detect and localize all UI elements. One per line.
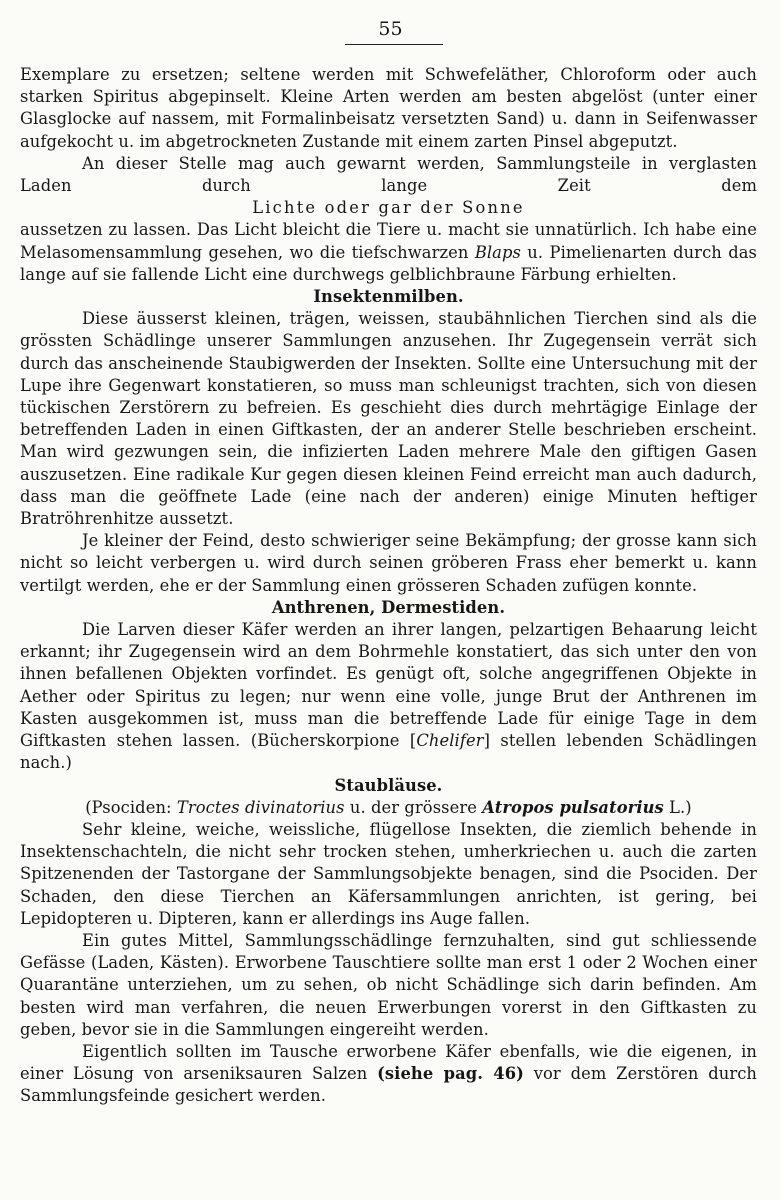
paragraph-2-intro: An dieser Stelle mag auch gewarnt werden, Sammlungsteile in verglasten Laden durch lange Zeit dem	[20, 153, 757, 196]
paragraph-5-text-a: Die Larven dieser Käfer werden an ihrer langen, pelzartigen Behaarung leicht erkannt; ihr Zugegensein wird an dem Bohrmehle konstatiert, das sich unter den von ihnen befallenen Objekten vorfindet. Es genügt oft, solche angegriffenen Objekte in Aether oder Spiritus zu legen; nur wenn eine volle, junge Brut der Anthrenen im Kasten ausgekommen ist, muss man die betreffende Lade für einige Tage in dem Giftkasten stehen lassen. (Bücherskorpione [	[20, 620, 757, 751]
paragraph-8	[20, 1041, 757, 1108]
heading-insektenmilben: Insektenmilben.	[313, 287, 464, 307]
heading-anthrenen: Anthrenen, Dermestiden.	[271, 597, 506, 617]
paragraph-2-text-b: u. Pimelienarten durch das lange auf sie fallende Licht eine durchwegs gelblichbraune Färbung erhielten.	[20, 242, 757, 284]
paragraph-8-text-a: Eigentlich sollten im Tausche erworbene Käfer ebenfalls, wie die eigenen, in einer Lösung von arseniksauren Salzen	[20, 1041, 757, 1084]
paragraph-2-emphasis: Lichte oder gar der Sonne	[252, 198, 525, 218]
page-number-rule	[345, 44, 443, 45]
paragraph-5	[20, 619, 757, 774]
paragraph-2-text-a: aussetzen zu lassen. Das Licht bleicht die Tiere u. macht sie unnatürlich. Ich habe eine Melasomensammlung gesehen, wo die tiefschwarzen	[20, 220, 757, 262]
paragraph-2-continuation	[20, 219, 757, 286]
heading-staublaeuse: Staubläuse.	[334, 775, 443, 795]
paragraph-2-italic-genus: Blaps	[474, 242, 521, 262]
paragraph-7: Ein gutes Mittel, Sammlungsschädlinge fernzuhalten, sind gut schliessende Gefässe (Laden, Kästen). Erworbene Tauschtiere sollte man erst 1 oder 2 Wochen einer Quarantäne unterziehen, um zu sehen, ob nicht Schädlinge sich darin befinden. Am besten wird man verfahren, die neuen Erwerbungen vorerst in den Giftkasten zu geben, bevor sie in die Sammlungen eingereiht werden.	[20, 930, 757, 1039]
subheading-italic-species-1: Troctes divinatorius	[176, 797, 345, 817]
paragraph-8-text-b: vor dem Zerstören durch Sammlungsfeinde gesichert werden.	[20, 1064, 758, 1106]
paragraph-8-bold-reference: (siehe pag. 46)	[377, 1064, 524, 1084]
paragraph-5-italic-genus: Chelifer	[416, 731, 484, 751]
subheading-psociden	[20, 797, 757, 819]
subheading-text-c: L.)	[663, 797, 692, 817]
body-text	[20, 64, 757, 1108]
paragraph-5-text-b: ] stellen lebenden Schädlingen nach.)	[20, 731, 757, 773]
subheading-text-b: u. der grössere	[344, 797, 483, 817]
page-number: 55	[378, 18, 403, 40]
paragraph-6: Sehr kleine, weiche, weissliche, flügellose Insekten, die ziemlich behende in Insektenschachteln, die nicht sehr trocken stehen, umherkriechen u. auch die zarten Spitzenenden der Tastorgane der Sammlungsobjekte benagen, sind die Psociden. Der Schaden, den diese Tierchen an Käfersammlungen anrichten, ist gering, bei Lepidopteren u. Dipteren, kann er allerdings ins Auge fallen.	[20, 819, 757, 928]
paragraph-3: Diese äusserst kleinen, trägen, weissen, staubähnlichen Tierchen sind als die grössten Schädlinge unserer Sammlungen anzusehen. Ihr Zugegensein verrät sich durch das anscheinende Staubigwerden der Insekten. Sollte eine Untersuchung mit der Lupe ihre Gegenwart konstatieren, so muss man schleunigst trachten, sich von diesen tückischen Zerstörern zu befreien. Es geschieht dies durch mehrtägige Einlage der betreffenden Laden in einen Giftkasten, der an anderer Stelle beschrieben erscheint. Man wird gezwungen sein, die infizierten Laden mehrere Male den giftigen Gasen auszusetzen. Eine radikale Kur gegen diesen kleinen Feind erreicht man auch dadurch, dass man die geöffnete Lade (eine nach der anderen) einige Minuten heftiger Bratröhrenhitze aussetzt.	[20, 309, 757, 529]
subheading-text-a: (Psociden:	[85, 797, 177, 817]
paragraph-4: Je kleiner der Feind, desto schwieriger seine Bekämpfung; der grosse kann sich nicht so leicht verbergen u. wird durch seinen gröberen Frass eher bemerkt u. kann vertilgt werden, ehe er der Sammlung einen grösseren Schaden zufügen konnte.	[20, 531, 757, 595]
paragraph-1: Exemplare zu ersetzen; seltene werden mit Schwefeläther, Chloroform oder auch starken Spiritus abgepinselt. Kleine Arten werden am besten abgelöst (unter einer Glasglocke auf nassem, mit Formalinbeisatz versetzten Sand) u. dann in Seifenwasser aufgekocht u. im abgetrockneten Zustande mit einem zarten Pinsel abgeputzt.	[20, 65, 757, 151]
subheading-italic-species-2: Atropos pulsatorius	[482, 797, 664, 817]
